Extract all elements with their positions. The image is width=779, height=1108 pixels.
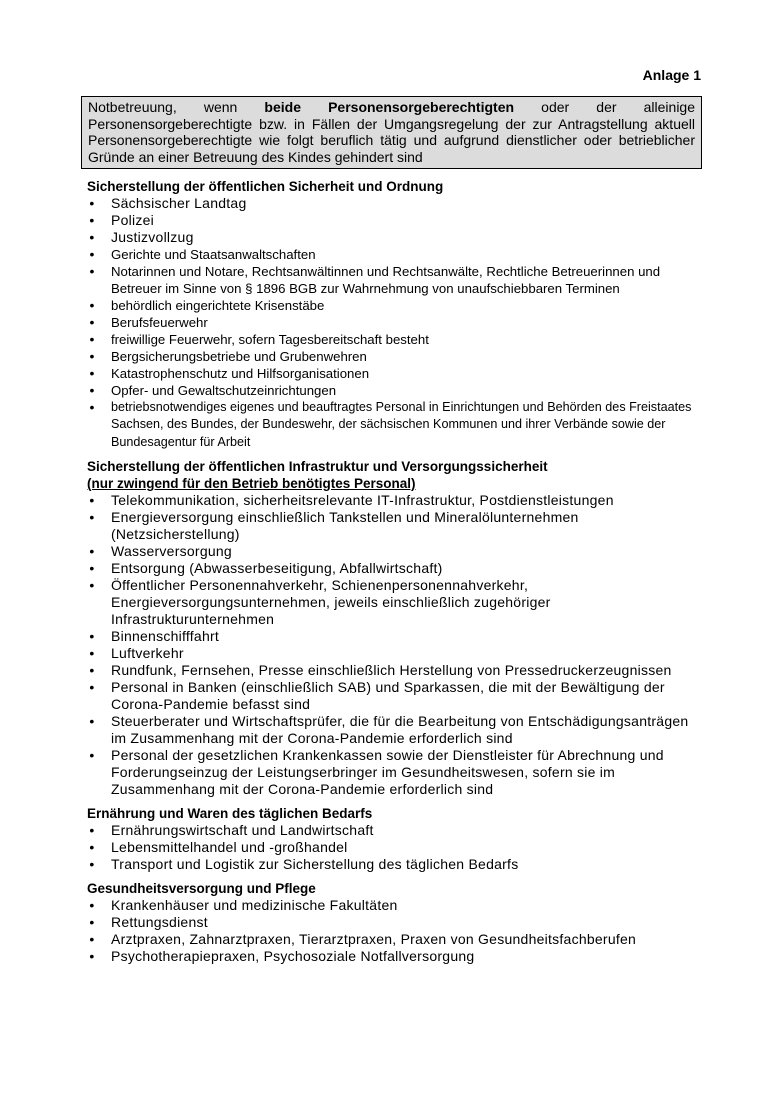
list-item: • Rundfunk, Fernsehen, Presse einschließlich Herstellung von Pressedruckerzeugnissen xyxy=(87,662,707,679)
list-item: • Lebensmittelhandel und -großhandel xyxy=(87,839,707,856)
bullet-icon: • xyxy=(89,576,95,593)
bullet-icon: • xyxy=(89,399,95,415)
list-item: • Katastrophenschutz und Hilfsorganisationen xyxy=(87,365,707,382)
list-item: • Rettungsdienst xyxy=(87,914,707,931)
bullet-icon: • xyxy=(89,644,95,661)
intro-text-end: oder der alleinige Personensorgeberechtigte bzw. in Fällen der Umgangsregelung der zur Antragstellung aktuell Personensorgeberechtigte wie folgt beruflich tätig und aufgrund dienstlicher oder betrieblicher Gründe an einer Betreuung des Kindes gehindert sind xyxy=(88,99,695,166)
list-item: • Notarinnen und Notare, Rechtsanwältinnen und Rechtsanwälte, Rechtliche Betreuerinnen und Betreuer im Sinne von § 1896 BGB zur Wahrnehmung von unaufschiebbaren Terminen xyxy=(87,263,707,297)
list-item: • Gerichte und Staatsanwaltschaften xyxy=(87,246,707,263)
bullet-icon: • xyxy=(89,930,95,947)
list-item: • Psychotherapiepraxen, Psychosoziale Notfallversorgung xyxy=(87,948,707,965)
intro-text-bold: beide Personensorgeberechtigten xyxy=(264,99,515,115)
bullet-icon: • xyxy=(89,678,95,695)
list-item: • Justizvollzug xyxy=(87,229,707,246)
bullet-icon: • xyxy=(89,627,95,644)
section-heading: Ernährung und Waren des täglichen Bedarfs xyxy=(87,805,373,821)
bullet-icon: • xyxy=(89,896,95,913)
list-item: • Steuerberater und Wirtschaftsprüfer, die für die Bearbeitung von Entschädigungsanträgen im Zusammenhang mit der Corona-Pandemie erforderlich sind xyxy=(87,713,707,747)
bullet-icon: • xyxy=(89,365,95,381)
list-item: • Berufsfeuerwehr xyxy=(87,314,707,331)
bullet-icon: • xyxy=(89,246,95,262)
section-heading: Sicherstellung der öffentlichen Infrastruktur und Versorgungssicherheit xyxy=(87,458,548,474)
bullet-icon: • xyxy=(89,229,95,245)
bullet-icon: • xyxy=(89,661,95,678)
list-item: • Personal in Banken (einschließlich SAB) und Sparkassen, die mit der Bewältigung der Corona-Pandemie befasst sind xyxy=(87,679,707,713)
bullet-icon: • xyxy=(89,508,95,525)
list-item: • Personal der gesetzlichen Krankenkassen sowie der Dienstleister für Abrechnung und Forderungseinzug der Leistungserbringer im Gesundheitswesen, sofern sie im Zusammenhang mit der Corona-Pandemie erforderlich sind xyxy=(87,747,707,798)
bullet-icon: • xyxy=(89,746,95,763)
list-item: • Polizei xyxy=(87,212,707,229)
list-item: • Arztpraxen, Zahnarztpraxen, Tierarztpraxen, Praxen von Gesundheitsfachberufen xyxy=(87,931,707,948)
bullet-list xyxy=(87,897,707,965)
bullet-icon: • xyxy=(89,212,95,228)
list-item: • Sächsischer Landtag xyxy=(87,195,707,212)
bullet-icon: • xyxy=(89,491,95,508)
list-item: • Entsorgung (Abwasserbeseitigung, Abfallwirtschaft) xyxy=(87,560,707,577)
list-item: • betriebsnotwendiges eigenes und beauftragtes Personal in Einrichtungen und Behörden des Freistaates Sachsen, des Bundes, der Bundeswehr, der sächsischen Kommunen und ihrer Verbände sowie der Bundesagentur für Arbeit xyxy=(87,399,707,451)
section-infrastructure xyxy=(87,458,707,798)
bullet-icon: • xyxy=(89,913,95,930)
bullet-icon: • xyxy=(89,382,95,398)
list-item: • Opfer- und Gewaltschutzeinrichtungen xyxy=(87,382,707,399)
bullet-icon: • xyxy=(89,297,95,313)
list-item: • Energieversorgung einschließlich Tankstellen und Mineralölunternehmen (Netzsicherstellung) xyxy=(87,509,707,543)
section-food-daily-needs xyxy=(87,805,707,873)
list-item: • Öffentlicher Personennahverkehr, Schienenpersonennahverkehr, Energieversorgungsunternehmen, jeweils einschließlich zugehöriger Infrastrukturunternehmen xyxy=(87,577,707,628)
bullet-icon: • xyxy=(89,542,95,559)
bullet-icon: • xyxy=(89,947,95,964)
bullet-icon: • xyxy=(89,263,95,279)
section-health-care xyxy=(87,880,707,965)
bullet-icon: • xyxy=(89,348,95,364)
document-body xyxy=(87,178,707,972)
list-item: • Bergsicherungsbetriebe und Grubenwehren xyxy=(87,348,707,365)
list-item: • Ernährungswirtschaft und Landwirtschaft xyxy=(87,822,707,839)
intro-text-start: Notbetreuung, wenn xyxy=(88,99,265,115)
bullet-icon: • xyxy=(89,195,95,211)
bullet-icon: • xyxy=(89,314,95,330)
list-item: • behördlich eingerichtete Krisenstäbe xyxy=(87,297,707,314)
list-item: • Luftverkehr xyxy=(87,645,707,662)
section-heading: Sicherstellung der öffentlichen Sicherheit und Ordnung xyxy=(87,179,444,194)
intro-box xyxy=(81,96,702,169)
section-public-safety xyxy=(87,178,707,451)
bullet-icon: • xyxy=(89,821,95,838)
list-item: • freiwillige Feuerwehr, sofern Tagesbereitschaft besteht xyxy=(87,331,707,348)
list-item: • Binnenschifffahrt xyxy=(87,628,707,645)
list-item: • Krankenhäuser und medizinische Fakultäten xyxy=(87,897,707,914)
bullet-list xyxy=(87,195,707,451)
bullet-icon: • xyxy=(89,855,95,872)
bullet-list xyxy=(87,822,707,873)
annex-label: Anlage 1 xyxy=(642,67,701,83)
bullet-icon: • xyxy=(89,838,95,855)
bullet-icon: • xyxy=(89,559,95,576)
list-item: • Transport und Logistik zur Sicherstellung des täglichen Bedarfs xyxy=(87,856,707,873)
list-item: • Telekommunikation, sicherheitsrelevante IT-Infrastruktur, Postdienstleistungen xyxy=(87,492,707,509)
section-subheading: (nur zwingend für den Betrieb benötigtes Personal) xyxy=(87,475,416,491)
list-item: • Wasserversorgung xyxy=(87,543,707,560)
bullet-list xyxy=(87,492,707,798)
section-heading: Gesundheitsversorgung und Pflege xyxy=(87,880,316,896)
bullet-icon: • xyxy=(89,712,95,729)
bullet-icon: • xyxy=(89,331,95,347)
